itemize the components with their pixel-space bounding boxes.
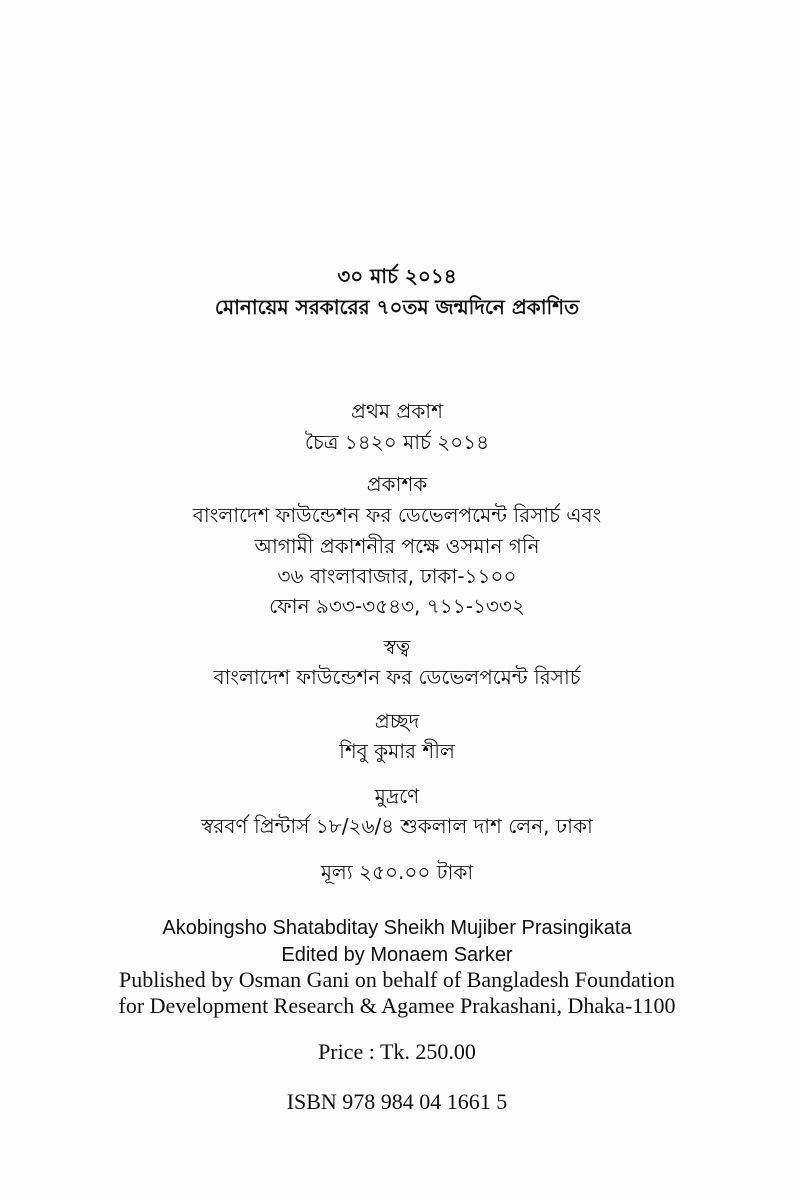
publisher-line-1: বাংলাদেশ ফাউন্ডেশন ফর ডেভেলপমেন্ট রিসার্চ এবং [192,503,602,527]
first-edition-date: চৈত্র ১৪২০ মার্চ ২০১৪ [304,430,490,454]
printer-details: স্বরবর্ণ প্রিন্টার্স ১৮/২৬/৪ শুকলাল দাশ লেন, ঢাকা [201,814,593,838]
publisher-address: ৩৬ বাংলাবাজার, ঢাকা-১১০০ [277,564,517,588]
dedication-occasion: মোনায়েম সরকারের ৭০তম জন্মদিনে প্রকাশিত [214,295,580,319]
dedication-date: ৩০ মার্চ ২০১৪ [337,264,457,288]
copyright-label: স্বত্ব [383,635,411,659]
publisher-line-2: আগামী প্রকাশনীর পক্ষে ওসমান গনি [254,534,540,558]
publisher-phone: ফোন ৯৩৩-৩৫৪৩, ৭১১-১৩৩২ [269,594,525,618]
english-title: Akobingsho Shatabditay Sheikh Mujiber Prasingikata [162,917,632,939]
english-published-by-2: for Development Research & Agamee Prakashani, Dhaka-1100 [118,993,676,1018]
publisher-label: প্রকাশক [366,472,428,496]
cover-label: প্রচ্ছদ [374,709,420,733]
copyright-holder: বাংলাদেশ ফাউন্ডেশন ফর ডেভেলপমেন্ট রিসার্চ [213,665,581,689]
english-editor: Edited by Monaem Sarker [281,944,513,966]
price-bengali: মূল্য ২৫০.০০ টাকা [320,860,474,884]
cover-artist: শিবু কুমার শীল [339,739,455,763]
english-published-by-1: Published by Osman Gani on behalf of Bangladesh Foundation [118,967,676,992]
printing-label: মুদ্রণে [374,784,420,808]
first-edition-label: প্রথম প্রকাশ [351,399,443,423]
isbn: ISBN 978 984 04 1661 5 [286,1089,508,1114]
english-price: Price : Tk. 250.00 [318,1039,476,1064]
